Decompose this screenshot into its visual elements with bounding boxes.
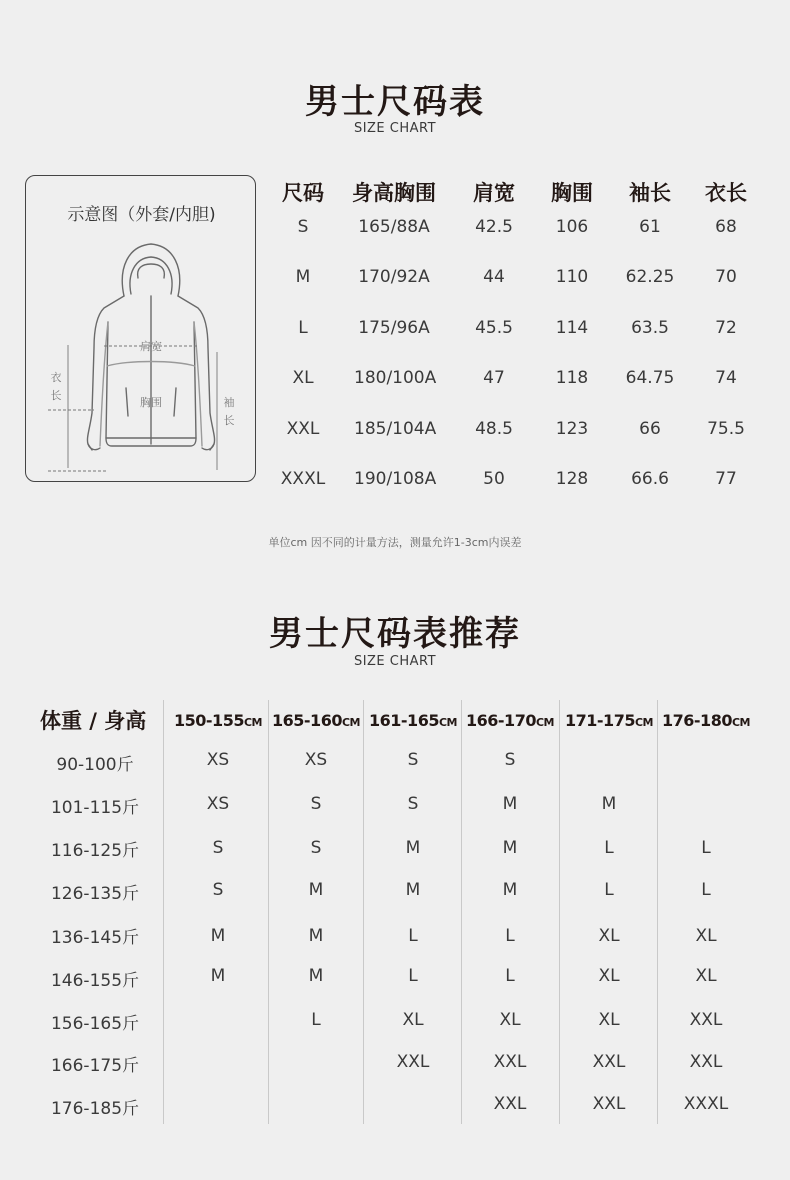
recommended-size-cell: XXXL (683, 1094, 729, 1114)
recommended-size-cell: M (210, 966, 226, 986)
size-table-cell: 44 (483, 267, 505, 287)
height-col-header (462, 711, 558, 730)
recommended-size-cell: M (601, 794, 617, 814)
recommended-size-cell: L (408, 966, 418, 986)
diagram-caption: 示意图（外套/内胆) (67, 205, 216, 225)
recommended-size-cell: XXL (396, 1052, 430, 1072)
recommended-size-cell: XXL (493, 1094, 527, 1114)
weight-row-label: 101-115斤 (50, 798, 140, 818)
height-unit: CM (438, 716, 457, 729)
size-table-cell: 64.75 (625, 368, 675, 388)
size-table-cell: 72 (715, 318, 737, 338)
size-col-header: 衣长 (705, 181, 747, 205)
recommend-subtitle: SIZE CHART (353, 654, 437, 669)
size-table-cell: 61 (639, 217, 661, 237)
recommended-size-cell: XS (206, 794, 230, 814)
height-unit: CM (341, 716, 360, 729)
column-divider (268, 700, 269, 1124)
recommended-size-cell: XS (304, 750, 328, 770)
size-table-cell: 70 (715, 267, 737, 287)
height-range: 150-155 (174, 711, 244, 730)
chest-label: 胸围 (140, 396, 162, 409)
size-table-cell: 123 (555, 419, 589, 439)
recommended-size-cell: XL (695, 966, 717, 986)
column-divider (559, 700, 560, 1124)
height-unit: CM (731, 716, 750, 729)
column-divider (461, 700, 462, 1124)
recommended-size-cell: XXL (592, 1094, 626, 1114)
recommended-size-cell: L (311, 1010, 321, 1030)
size-table-cell: 50 (483, 469, 505, 489)
recommended-size-cell: XL (695, 926, 717, 946)
recommended-size-cell: L (505, 926, 515, 946)
recommended-size-cell: XL (598, 1010, 620, 1030)
weight-height-label: 体重 / 身高 (40, 709, 147, 733)
size-chart-title: 男士尺码表 (305, 82, 485, 122)
weight-row-label: 116-125斤 (50, 841, 140, 861)
column-divider (163, 700, 164, 1124)
recommended-size-cell: S (310, 838, 322, 858)
recommended-size-cell: S (212, 838, 224, 858)
size-table-cell: 118 (555, 368, 589, 388)
size-table-cell: 185/104A (354, 419, 437, 439)
recommended-size-cell: S (504, 750, 516, 770)
sleeve-label-2: 长 (223, 414, 235, 427)
recommended-size-cell: M (308, 880, 324, 900)
recommended-size-cell: M (502, 794, 518, 814)
height-col-header (268, 711, 364, 730)
size-col-header: 尺码 (282, 181, 324, 205)
size-table-cell: 128 (555, 469, 589, 489)
recommended-size-cell: XL (598, 966, 620, 986)
size-col-header: 袖长 (629, 181, 671, 205)
size-col-header: 肩宽 (473, 181, 515, 205)
recommended-size-cell: M (405, 838, 421, 858)
size-table-cell: XXXL (280, 469, 326, 489)
recommended-size-cell: L (604, 838, 614, 858)
height-unit: CM (243, 716, 262, 729)
size-table-cell: 190/108A (354, 469, 437, 489)
size-col-header: 胸围 (551, 181, 593, 205)
height-range: 165-160 (272, 711, 342, 730)
weight-row-label: 136-145斤 (50, 928, 140, 948)
height-col-header (170, 711, 266, 730)
recommended-size-cell: XXL (689, 1052, 723, 1072)
height-unit: CM (634, 716, 653, 729)
recommended-size-cell: L (701, 838, 711, 858)
size-chart-subtitle: SIZE CHART (353, 121, 437, 136)
recommended-size-cell: M (405, 880, 421, 900)
size-table-cell: 175/96A (358, 318, 430, 338)
size-table-cell: M (295, 267, 311, 287)
recommended-size-cell: S (407, 794, 419, 814)
recommended-size-cell: L (604, 880, 614, 900)
size-col-header: 身高胸围 (352, 181, 436, 205)
sleeve-label-1: 袖 (223, 396, 235, 409)
height-col-header (658, 711, 754, 730)
recommended-size-cell: XXL (689, 1010, 723, 1030)
size-table-cell: 68 (715, 217, 737, 237)
measurement-note: 单位cm 因不同的计量方法，测量允许1-3cm内误差 (268, 536, 522, 549)
weight-row-label: 126-135斤 (50, 884, 140, 904)
recommended-size-cell: M (308, 926, 324, 946)
height-range: 171-175 (565, 711, 635, 730)
recommended-size-cell: M (502, 838, 518, 858)
recommended-size-cell: L (701, 880, 711, 900)
height-range: 176-180 (662, 711, 732, 730)
size-table-cell: 75.5 (707, 419, 745, 439)
recommended-size-cell: XXL (493, 1052, 527, 1072)
jacket-illustration (34, 238, 249, 473)
shoulder-label: 肩宽 (140, 340, 162, 353)
size-table-cell: XL (292, 368, 314, 388)
length-label-1: 衣 (50, 371, 62, 384)
size-table-cell: 165/88A (358, 217, 430, 237)
recommended-size-cell: S (212, 880, 224, 900)
size-table-cell: 77 (715, 469, 737, 489)
size-table-cell: 42.5 (475, 217, 513, 237)
weight-row-label: 90-100斤 (56, 755, 134, 775)
size-table-cell: 170/92A (358, 267, 430, 287)
weight-row-label: 156-165斤 (50, 1014, 140, 1034)
length-label-2: 长 (50, 389, 62, 402)
size-table-cell: XXL (286, 419, 320, 439)
recommended-size-cell: S (310, 794, 322, 814)
column-divider (363, 700, 364, 1124)
size-table-cell: 66.6 (631, 469, 669, 489)
size-table-cell: 66 (639, 419, 661, 439)
recommended-size-cell: L (408, 926, 418, 946)
size-table-cell: 45.5 (475, 318, 513, 338)
height-col-header (365, 711, 461, 730)
recommended-size-cell: XL (402, 1010, 424, 1030)
recommended-size-cell: L (505, 966, 515, 986)
recommended-size-cell: XL (598, 926, 620, 946)
recommend-title: 男士尺码表推荐 (269, 614, 521, 654)
recommended-size-cell: XXL (592, 1052, 626, 1072)
size-table-cell: 48.5 (475, 419, 513, 439)
size-table-cell: S (297, 217, 309, 237)
height-range: 166-170 (466, 711, 536, 730)
recommended-size-cell: XL (499, 1010, 521, 1030)
recommended-size-cell: M (308, 966, 324, 986)
size-table-cell: 74 (715, 368, 737, 388)
size-table-cell: 114 (555, 318, 589, 338)
recommended-size-cell: XS (206, 750, 230, 770)
size-table-cell: 63.5 (631, 318, 669, 338)
recommended-size-cell: S (407, 750, 419, 770)
recommended-size-cell: M (210, 926, 226, 946)
size-table-cell: 106 (555, 217, 589, 237)
size-table-cell: 47 (483, 368, 505, 388)
weight-row-label: 146-155斤 (50, 971, 140, 991)
size-table-cell: 62.25 (625, 267, 675, 287)
height-col-header (561, 711, 657, 730)
size-table-cell: 180/100A (354, 368, 437, 388)
recommended-size-cell: M (502, 880, 518, 900)
height-range: 161-165 (369, 711, 439, 730)
size-table-cell: L (298, 318, 308, 338)
height-unit: CM (535, 716, 554, 729)
weight-row-label: 176-185斤 (50, 1099, 140, 1119)
weight-row-label: 166-175斤 (50, 1056, 140, 1076)
column-divider (657, 700, 658, 1124)
size-table-cell: 110 (555, 267, 589, 287)
measurement-diagram (25, 175, 256, 482)
